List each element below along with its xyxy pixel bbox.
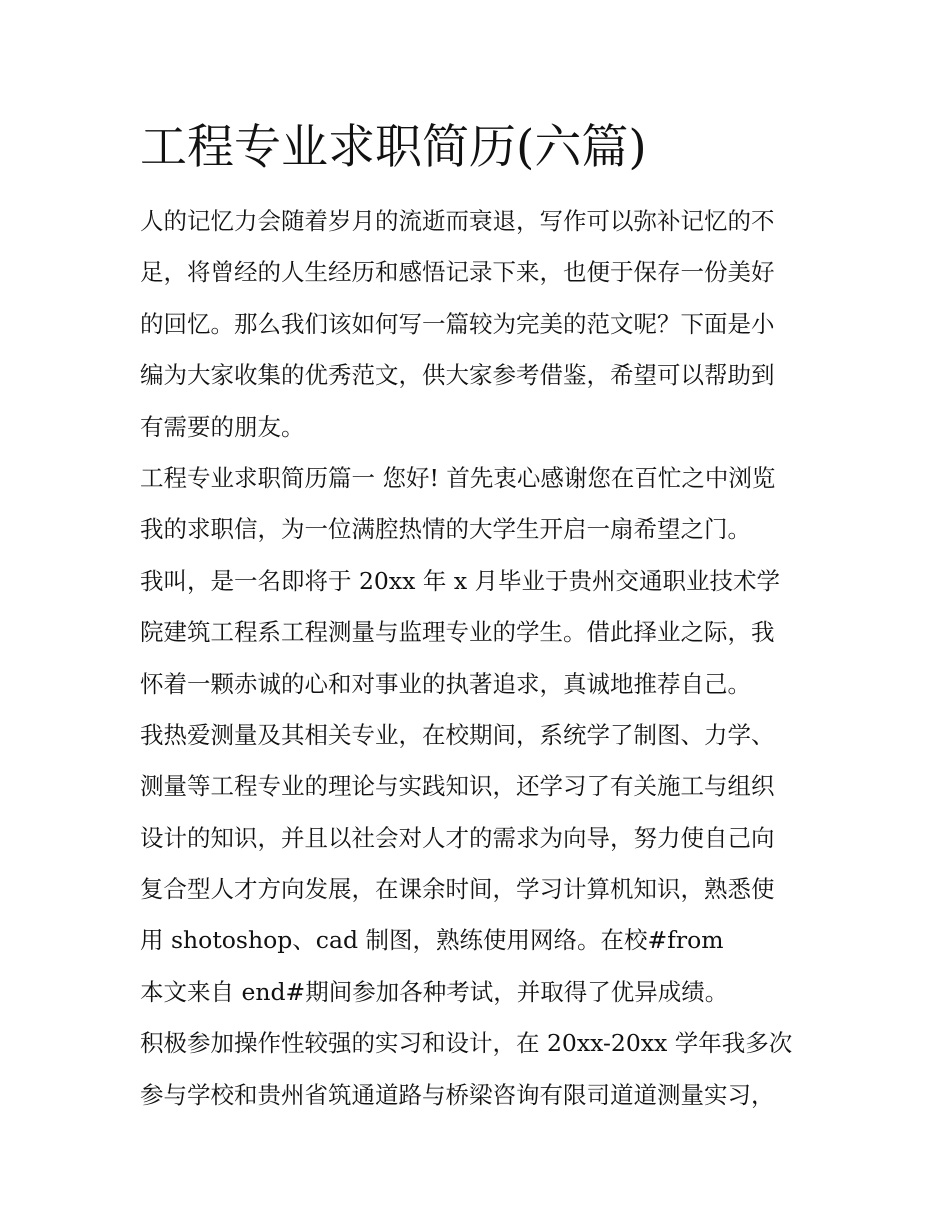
- body-line: 人的记忆力会随着岁月的流逝而衰退，写作可以弥补记忆的不: [140, 207, 775, 235]
- body-line: 测量等工程专业的理论与实践知识，还学习了有关施工与组织: [140, 772, 775, 801]
- body-line: 足，将曾经的人生经历和感悟记录下来，也便于保存一份美好: [140, 258, 775, 287]
- body-line: 用 shotoshop、cad 制图，熟练使用网络。在校#from: [140, 926, 724, 955]
- body-line: 编为大家收集的优秀范文，供大家参考借鉴，希望可以帮助到: [140, 361, 775, 390]
- document-title: 工程专业求职简历(六篇): [140, 120, 647, 175]
- body-line: 怀着一颗赤诚的心和对事业的执著追求，真诚地推荐自己。: [140, 669, 751, 698]
- body-line: 设计的知识，并且以社会对人才的需求为向导，努力使自己向: [140, 823, 775, 852]
- body-line: 我的求职信，为一位满腔热情的大学生开启一扇希望之门。: [140, 515, 751, 544]
- body-line: 我热爱测量及其相关专业，在校期间，系统学了制图、力学、: [140, 720, 775, 749]
- body-line: 工程专业求职简历篇一 您好! 首先衷心感谢您在百忙之中浏览: [140, 463, 776, 492]
- body-line: 复合型人才方向发展，在课余时间，学习计算机知识，熟悉使: [140, 875, 775, 904]
- body-line: 有需要的朋友。: [140, 412, 305, 441]
- body-line: 我叫，是一名即将于 20xx 年 x 月毕业于贵州交通职业技术学: [140, 566, 781, 595]
- body-line: 院建筑工程系工程测量与监理专业的学生。借此择业之际，我: [140, 618, 775, 647]
- document-body: [140, 196, 820, 1121]
- body-line: 的回忆。那么我们该如何写一篇较为完美的范文呢？下面是小: [140, 309, 775, 338]
- body-line: 参与学校和贵州省筑通道路与桥梁咨询有限司道道测量实习，: [140, 1080, 775, 1109]
- body-line: 积极参加操作性较强的实习和设计，在 20xx-20xx 学年我多次: [140, 1029, 793, 1058]
- body-line: 本文来自 end#期间参加各种考试，并取得了优异成绩。: [140, 977, 729, 1006]
